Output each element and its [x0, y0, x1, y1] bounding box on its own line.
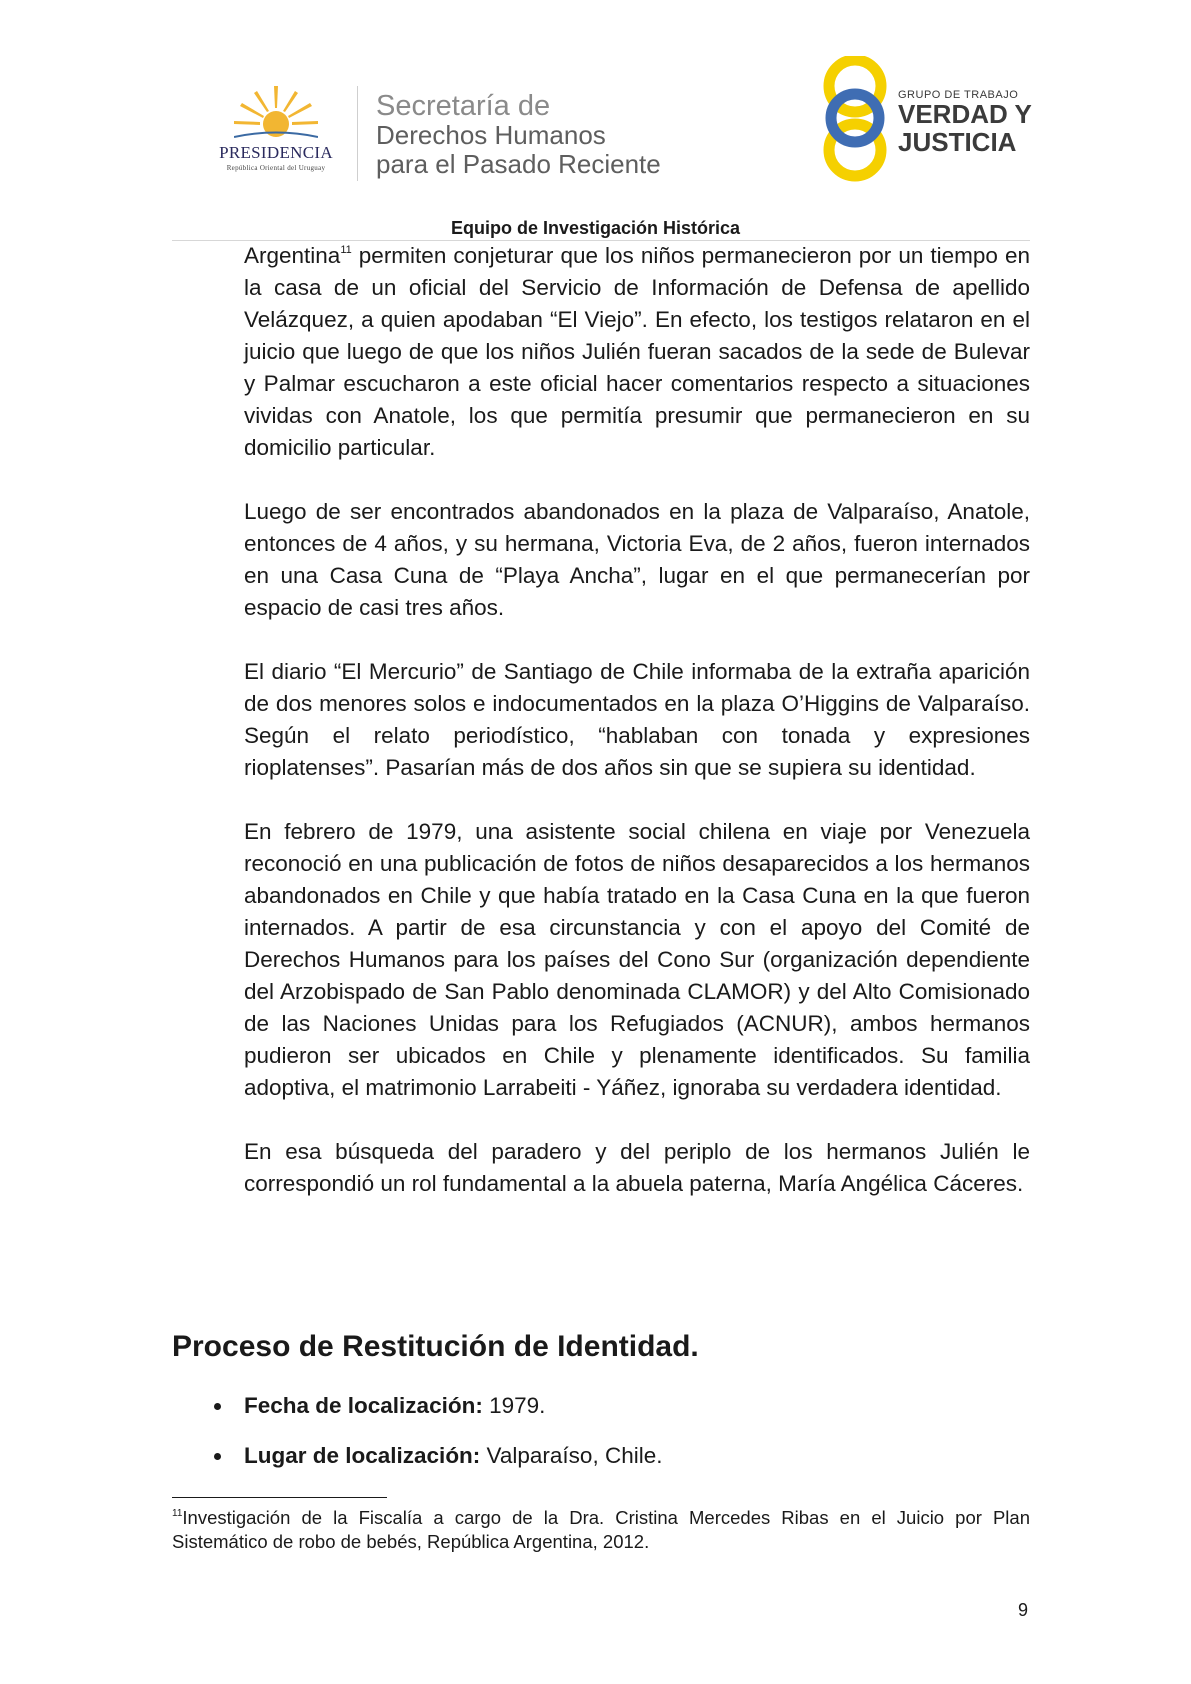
- verdad-justicia-logo: [822, 56, 1042, 186]
- paragraph-2: Luego de ser encontrados abandonados en la plaza de Valparaíso, Anatole, entonces de 4 años, y su hermana, Victoria Eva, de 2 años, fueron internados en una Casa Cuna de “Playa Ancha”, lugar en el que permanecerían por espacio de casi tres años.: [244, 499, 1030, 620]
- list-item: [172, 1390, 662, 1422]
- paragraph-1-rest: permiten conjeturar que los niños permanecieron por un tiempo en la casa de un oficial del Servicio de Información de Defensa de apellido Velázquez, a quien apodaban “El Viejo”. En efecto, los testigos relataron en el juicio que luego de que los niños Julién fueran sacados de la sede de Bulevar y Palmar escucharon a este oficial hacer comentarios respecto a situaciones vividas con Anatole, los que permitía presumir que permanecieron en su domicilio particular.: [244, 243, 1030, 460]
- section-title: Proceso de Restitución de Identidad.: [172, 1330, 699, 1363]
- footnote-number: 11: [172, 1508, 183, 1519]
- paragraph-5: En esa búsqueda del paradero y del periplo de los hermanos Julién le correspondió un rol fundamental a la abuela paterna, María Angélica Cáceres.: [244, 1139, 1030, 1196]
- sun-icon: [234, 84, 318, 144]
- paragraph-1: [244, 240, 1030, 464]
- team-heading: Equipo de Investigación Histórica: [450, 218, 741, 238]
- bullet-icon: [214, 1453, 221, 1460]
- list-item-value: 1979.: [482, 1393, 546, 1418]
- page-number: 9: [1018, 1600, 1029, 1620]
- gvj-title: [898, 100, 1032, 156]
- header-divider: [357, 86, 358, 181]
- footnote-rule: [172, 1497, 387, 1498]
- linked-rings-icon: [822, 56, 892, 182]
- presidencia-subtitle: República Oriental del Uruguay: [226, 164, 326, 172]
- gvj-line-1: GRUPO DE TRABAJO: [898, 89, 1019, 101]
- list-item-value: Valparaíso, Chile.: [480, 1443, 663, 1468]
- document-body: [244, 240, 1030, 1232]
- list-item-label: Fecha de localización:: [244, 1393, 483, 1418]
- secretaria-line-3: para el Pasado Reciente: [376, 149, 661, 179]
- footnote-text: Investigación de la Fiscalía a cargo de la Dra. Cristina Mercedes Ribas en el Juicio por Plan Sistemático de robo de bebés, República Argentina, 2012.: [172, 1507, 1030, 1552]
- paragraph-3: El diario “El Mercurio” de Santiago de Chile informaba de la extraña aparición de dos menores solos e indocumentados en la plaza O’Higgins de Valparaíso. Según el relato periodístico, “hablaban con tonada y expresiones rioplatenses”. Pasarían más de dos años sin que se supiera su identidad.: [244, 659, 1030, 780]
- bullet-icon: [214, 1403, 221, 1410]
- list-item: [172, 1440, 662, 1472]
- secretaria-logo-text: [376, 92, 661, 179]
- list-item-label: Lugar de localización:: [244, 1443, 481, 1468]
- footnote: [172, 1506, 1030, 1554]
- paragraph-4: En febrero de 1979, una asistente social chilena en viaje por Venezuela reconoció en una publicación de fotos de niños desaparecidos a los hermanos abandonados en Chile y que había tratado en la Casa Cuna en la que fueron internados. A partir de esa circunstancia y con el apoyo del Comité de Derechos Humanos para los países del Cono Sur (organización dependiente del Arzobispado de San Pablo denominada CLAMOR) y del Alto Comisionado de las Naciones Unidas para los Refugiados (ACNUR), ambos hermanos pudieron ser ubicados en Chile y plenamente identificados. Su familia adoptiva, el matrimonio Larrabeiti - Yáñez, ignoraba su verdadera identidad.: [244, 819, 1030, 1100]
- gvj-line-3: JUSTICIA: [898, 127, 1017, 157]
- secretaria-line-1: Secretaría de: [376, 90, 551, 122]
- restitution-list: [172, 1390, 662, 1490]
- secretaria-line-2: Derechos Humanos: [376, 120, 606, 150]
- presidencia-name: PRESIDENCIA: [219, 143, 333, 162]
- gvj-line-2: VERDAD Y: [898, 99, 1032, 129]
- paragraph-1-start: Argentina: [244, 243, 341, 268]
- footnote-ref: 11: [340, 244, 352, 256]
- presidencia-logo: [196, 84, 356, 184]
